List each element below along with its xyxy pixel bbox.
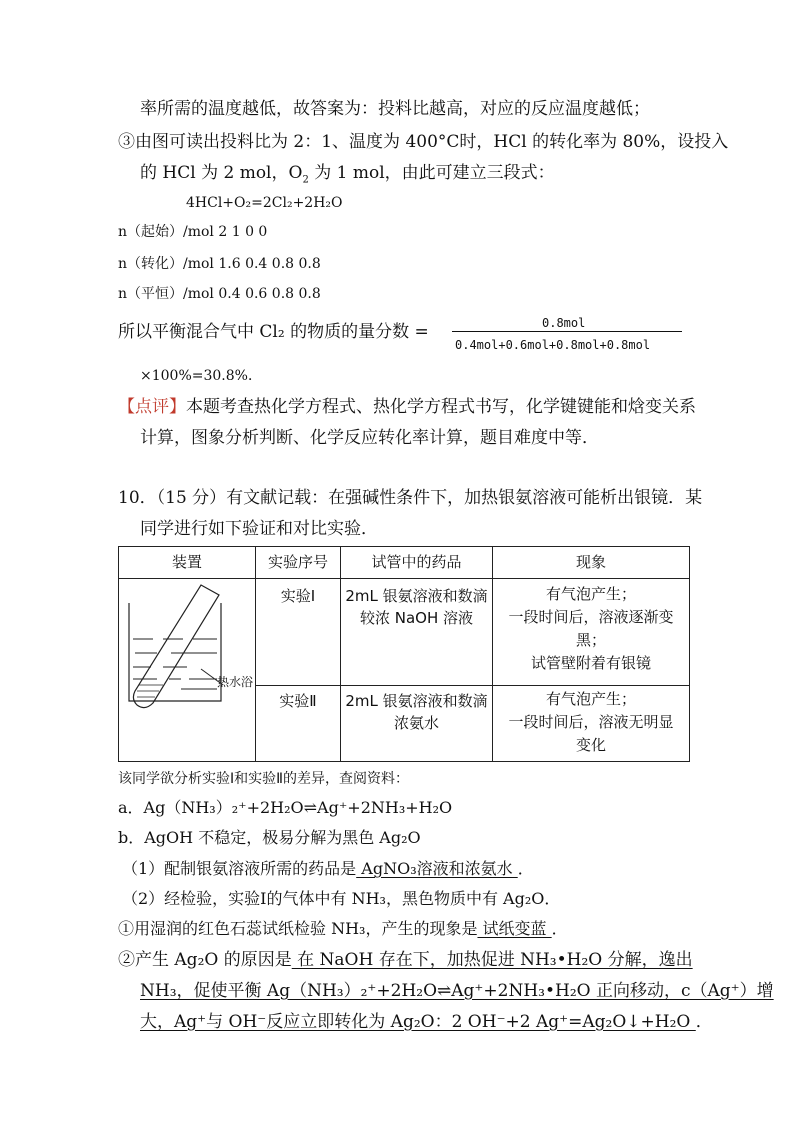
cell-line: 试管壁附着有银镜 [530,654,651,672]
experiment-phenomenon [493,583,689,675]
review-tag: 【点评】 [118,397,186,417]
cell-line: 较浓 NaOH 溶液 [359,609,474,627]
sub-item-2-cont [140,1012,713,1032]
question-10-text: 同学进行如下验证和对比实验． [140,519,378,539]
experiment-table [118,546,690,762]
stage-row-initial: n（起始）/mol 2 1 0 0 [118,224,268,240]
text-span: ②产生 Ag₂O 的原因是 [118,950,292,970]
question-10-text: 10．（15 分）有文献记载：在强碱性条件下，加热银氨溶液可能析出银镜．某 [118,488,703,508]
text-span: ①用湿润的红色石蕊试纸检验 NH₃，产生的现象是 [118,919,478,938]
water-bath-apparatus [123,581,253,721]
apparatus-label: 热水浴 [217,675,254,689]
cell-line: 2mL 银氨溶液和数滴 [345,692,488,710]
experiment-id: 实验Ⅱ [279,692,317,710]
cell-line: 有气泡产生； [545,690,636,708]
answer-blank: 在 NaOH 存在下，加热促进 NH₃•H₂O 分解，逸出 [291,950,693,970]
experiment-phenomenon [493,688,689,757]
text-line: ×100%=30.8%． [140,368,262,384]
cell-line: 一段时间后，溶液无明显 [508,713,674,731]
text-line: ③由图可读出投料比为 2：1、温度为 400°C时，HCl 的转化率为 80%，设投入 [118,132,729,152]
answer-blank: 试纸变蓝 [477,919,552,938]
sub-item-2 [118,950,693,970]
text-span: ． [695,1012,713,1032]
sub-item-1 [118,919,568,939]
table-header: 实验序号 [267,553,328,571]
fraction-denominator: 0.4mol+0.6mol+0.8mol+0.8mol [455,338,651,352]
reference-a: a．Ag（NH₃）₂⁺+2H₂O⇌Ag⁺+2NH₃+H₂O [118,798,453,817]
table-header: 装置 [171,553,202,571]
table-header: 现象 [575,553,606,571]
equation: 4HCl+O₂=2Cl₂+2H₂O [186,195,343,211]
text-span: 的 HCl 为 2 mol，O [140,163,303,183]
fraction-bar [452,331,682,332]
table-divider [255,547,256,761]
text-line: 该同学欲分析实验Ⅰ和实验Ⅱ的差异，查阅资料： [118,771,410,787]
sub-item-2-cont [140,981,774,1001]
table-divider [119,578,689,579]
stage-row-change: n（转化）/mol 1.6 0.4 0.8 0.8 [118,256,321,272]
table-header: 试管中的药品 [371,553,462,571]
cell-line: 黑； [575,631,606,649]
sub-question-2: （2）经检验，实验Ⅰ的气体中有 NH₃，黑色物质中有 Ag₂O． [122,889,561,908]
review-line [118,397,696,417]
experiment-drug [341,585,492,629]
cell-line: 变化 [575,736,606,754]
cell-line: 浓氨水 [393,714,439,732]
cell-line: 一段时间后，溶液逐渐变 [508,608,674,626]
text-line [140,163,555,190]
experiment-drug [341,690,492,734]
text-span: ． [517,859,534,878]
text-span: 为 1 mol，由此可建立三段式： [308,163,555,183]
table-divider [255,685,689,686]
text-span: （1）配制银氨溶液所需的药品是 [122,859,357,878]
reference-b: b．AgOH 不稳定，极易分解为黑色 Ag₂O [118,828,421,847]
answer-blank: AgNO₃溶液和浓氨水 [356,859,518,878]
subscript: 2 [302,174,309,186]
fraction-lead: 所以平衡混合气中 Cl₂ 的物质的量分数 = [118,322,429,342]
sub-question-1 [122,859,534,879]
text-line: 率所需的温度越低，故答案为：投料比越高，对应的反应温度越低； [140,99,650,119]
experiment-id: 实验Ⅰ [280,587,316,605]
stage-row-equilibrium: n（平恒）/mol 0.4 0.6 0.8 0.8 [118,286,321,302]
text-line: 计算，图象分析判断、化学反应转化率计算，题目难度中等． [140,428,599,448]
text-span: 本题考查热化学方程式、热化学方程式书写，化学键键能和焓变关系 [186,397,696,417]
cell-line: 2mL 银氨溶液和数滴 [345,587,488,605]
answer-blank: NH₃，促使平衡 Ag（NH₃）₂⁺+2H₂O⇌Ag⁺+2NH₃•H₂O 正向移动，c（Ag⁺）增 [140,981,774,1001]
text-span: ． [551,919,568,938]
fraction-numerator: 0.8mol [542,316,586,330]
answer-blank: 大，Ag⁺与 OH⁻反应立即转化为 Ag₂O：2 OH⁻+2 Ag⁺=Ag₂O↓+H₂O [140,1012,696,1032]
cell-line: 有气泡产生； [545,585,636,603]
